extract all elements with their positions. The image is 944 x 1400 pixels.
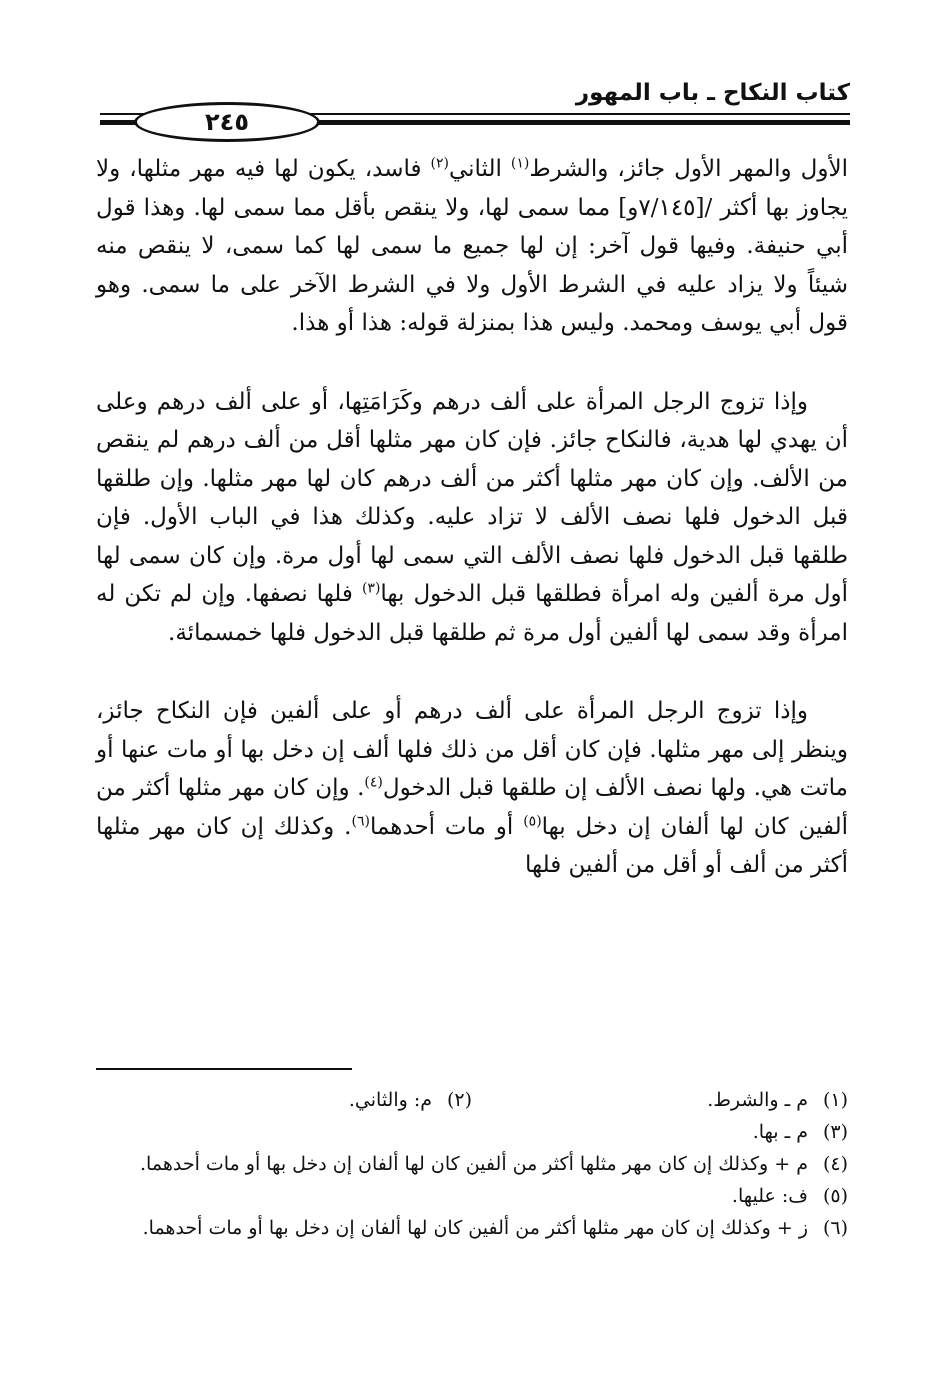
footnote-marker: (٦) (351, 812, 370, 829)
paragraph-3: وإذا تزوج الرجل المرأة على ألف درهم أو على ألفين فإن النكاح جائز، وينظر إلى مهر مثلها. فإن كان أقل من ذلك فلها ألف إن دخل بها أو مات عنها أو ماتت هي. ولها نصف الألف إن طلقها قبل الدخول$^{(٤)}$. وإن كان مهر مثلها أكثر من ألفين كان لها ألفان إن دخل بها$^{(٥)}$ أو مات أحدهما$^{(٦)}$. وكذلك إن كان مهر مثلها أكثر من ألف أو أقل من ألفين فلها (96, 698, 848, 878)
footnote-number: (٤) (822, 1153, 848, 1175)
footnote-number: (٢) (446, 1089, 472, 1111)
footnote-marker: (٤) (364, 774, 383, 791)
footnote-number: (١) (822, 1089, 848, 1111)
footnote-1 (472, 1084, 848, 1116)
footnote-marker: (٢) (430, 155, 449, 172)
footnote-text: م ـ بها. (752, 1121, 808, 1143)
footnote-6 (96, 1212, 848, 1244)
footnote-marker: (٥) (523, 812, 542, 829)
footnote-text: ف: عليها. (731, 1185, 808, 1207)
running-title: كتاب النكاح ـ باب المهور (575, 80, 850, 106)
footnote-2 (96, 1084, 472, 1116)
footnote-number: (٣) (822, 1121, 848, 1143)
footnote-number: (٦) (822, 1217, 848, 1239)
footnote-text: م ـ والشرط. (707, 1089, 808, 1111)
footnote-text: م: والثاني. (348, 1089, 432, 1111)
main-text (96, 150, 848, 885)
footnote-text: ز + وكذلك إن كان مهر مثلها أكثر من ألفين كان لها ألفان إن دخل بها أو مات أحدهما. (142, 1217, 808, 1239)
footnote-4 (96, 1148, 848, 1180)
paragraph-1: الأول والمهر الأول جائز، والشرط$^{(١)}$ الثاني$^{(٢)}$ فاسد، يكون لها فيه مهر مثلها، ولا يجاوز بها أكثر /[٧/١٤٥و] مما سمى لها، ولا ينقص بأقل مما سمى لها. وهذا قول أبي حنيفة. وفيها قول آخر: إن لها جميع ما سمى لها كما سمى، لا ينقص منه شيئاً ولا يزاد عليه في الشرط الأول ولا في الشرط الآخر على ما سمى. وهو قول أبي يوسف ومحمد. وليس هذا بمنزلة قوله: هذا أو هذا. (96, 155, 849, 336)
footnote-5 (96, 1180, 848, 1212)
footnote-text: م + وكذلك إن كان مهر مثلها أكثر من ألفين كان لها ألفان إن دخل بها أو مات أحدهما. (140, 1153, 808, 1175)
page-number: ٢٤٥ (134, 102, 320, 142)
footnote-row-1-2 (96, 1084, 848, 1116)
footnote-rule (96, 1068, 352, 1070)
footnotes (96, 1068, 848, 1244)
paragraph-2: وإذا تزوج الرجل المرأة على ألف درهم وكَرَامَتِها، أو على ألف درهم وعلى أن يهدي لها هدية، فالنكاح جائز. فإن كان مهر مثلها أقل من ألف درهم لم ينقص من الألف. وإن كان مهر مثلها أكثر من ألف درهم كان لها مهر مثلها. وإن طلقها قبل الدخول فلها نصف الألف لا تزاد عليه. وكذلك هذا في الباب الأول. فإن طلقها قبل الدخول فلها نصف الألف التي سمى لها أول مرة. وإن كان سمى لها أول مرة ألفين وله امرأة فطلقها قبل الدخول بها$^{(٣)}$ فلها نصفها. وإن لم تكن له امرأة وقد سمى لها ألفين أول مرة ثم طلقها قبل الدخول فلها خمسمائة. (96, 388, 849, 646)
footnote-marker: (١) (510, 155, 530, 172)
footnote-3 (96, 1116, 848, 1148)
footnote-marker: (٣) (361, 580, 381, 597)
footnote-number: (٥) (822, 1185, 848, 1207)
running-header (100, 70, 850, 136)
